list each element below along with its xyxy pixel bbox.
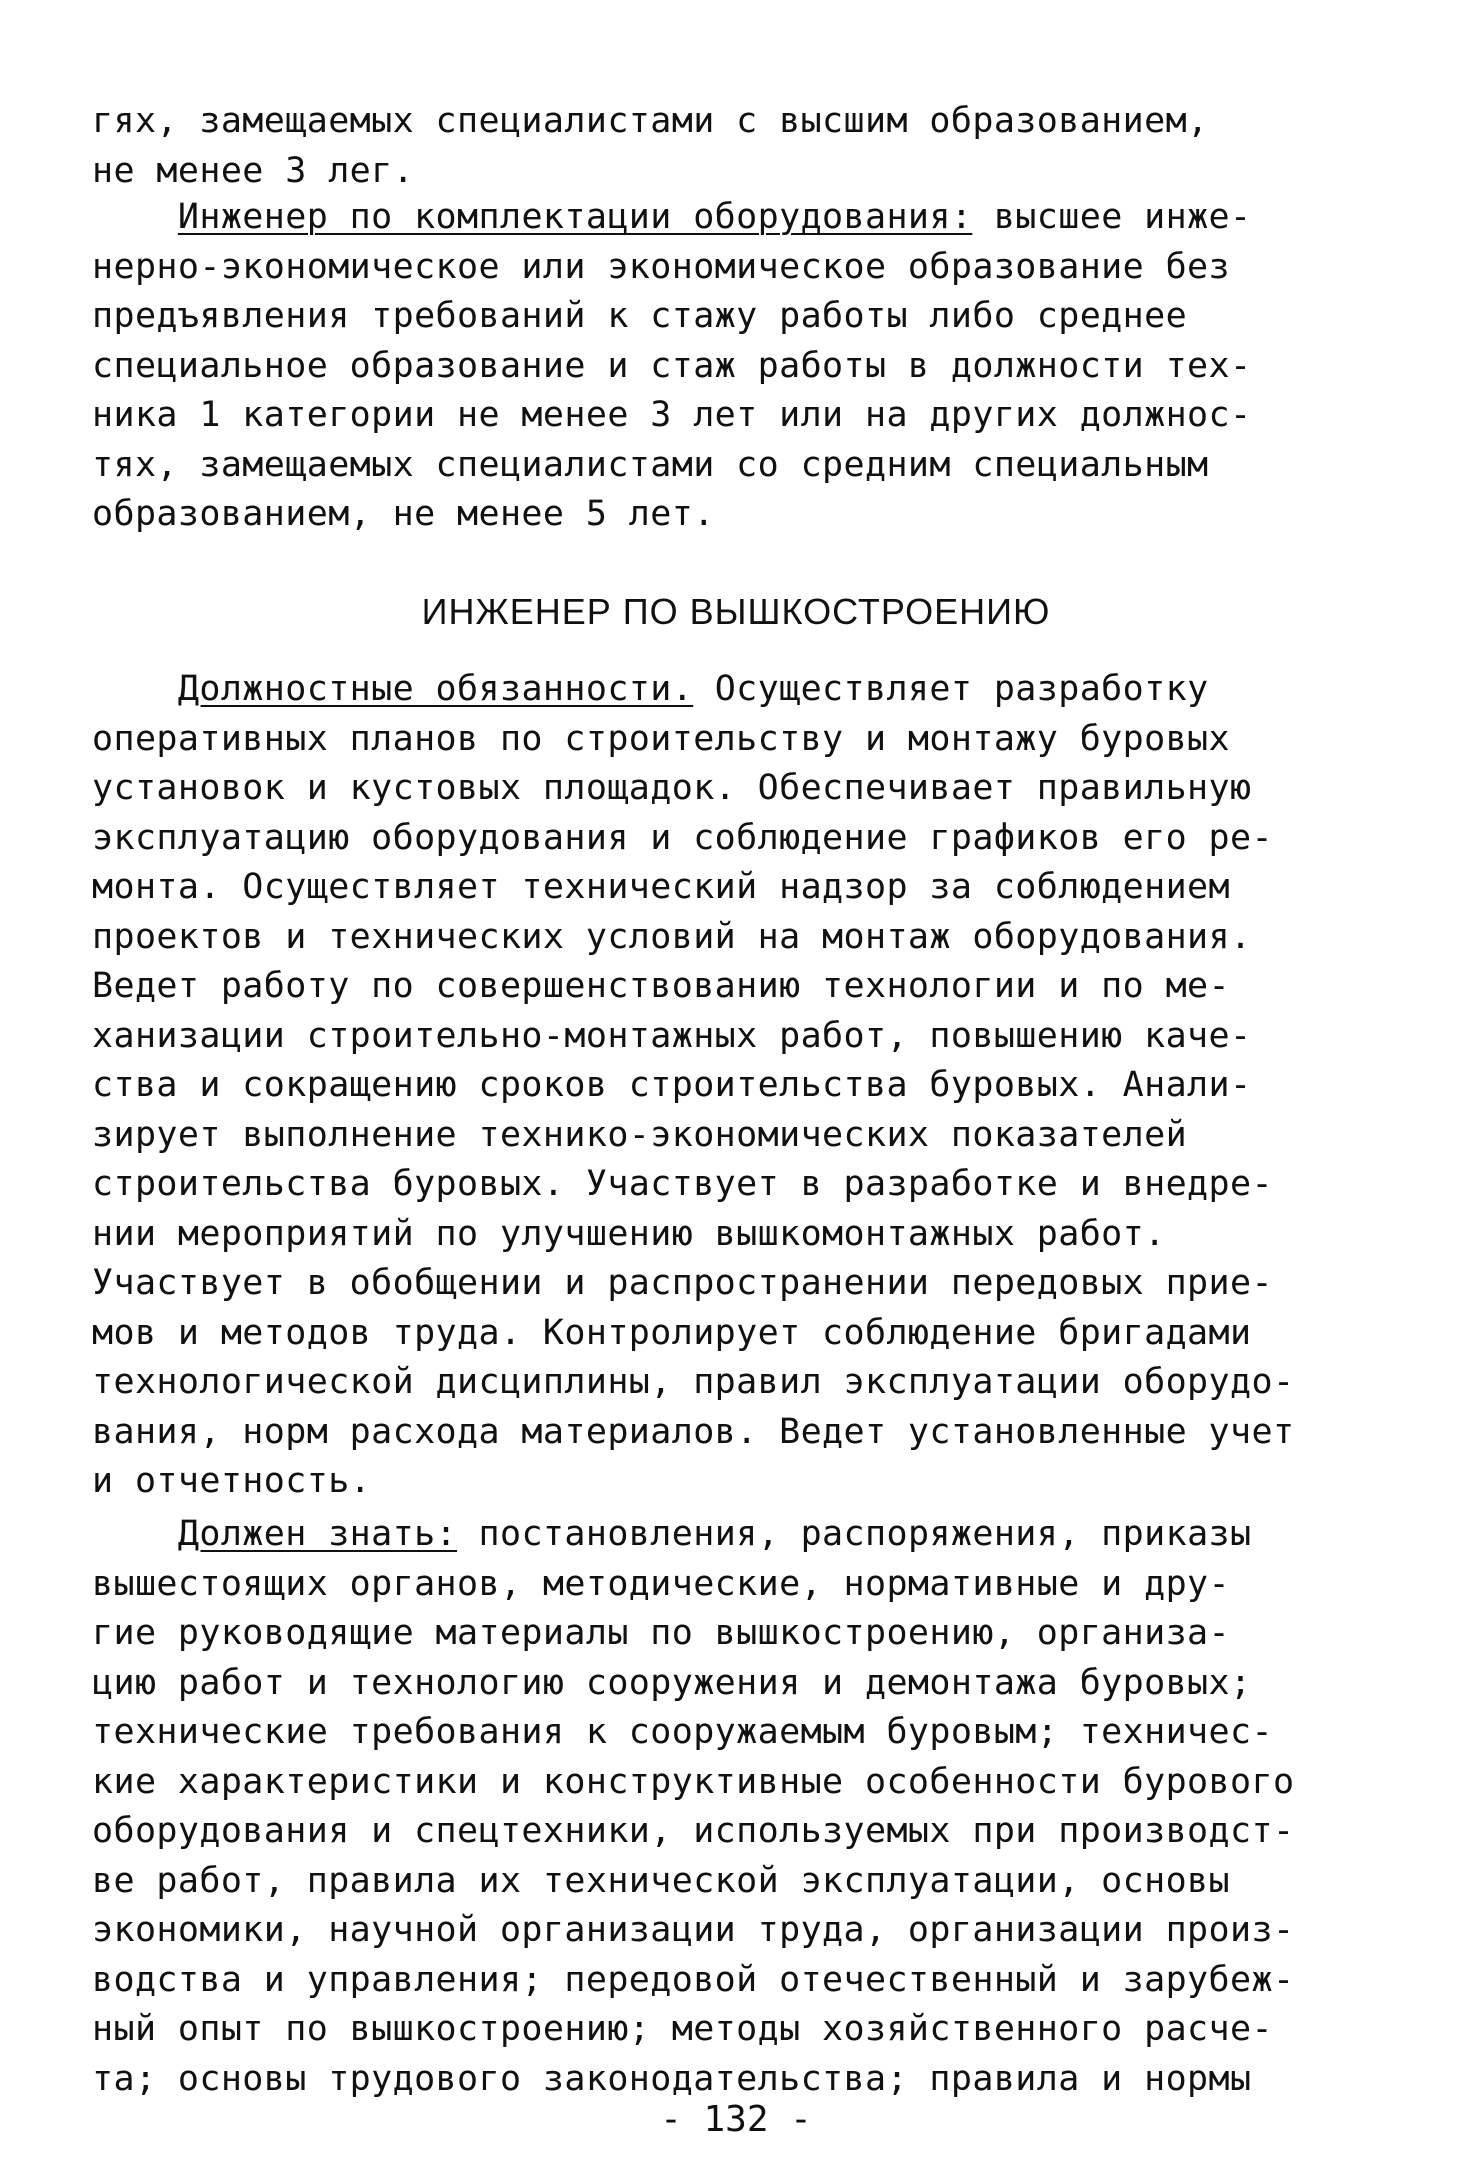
text-line: тях, замещаемых специалистами со средним специальным [92, 444, 1209, 485]
underlined-label: Должен знать: [177, 1514, 458, 1554]
text-line: оборудования и спецтехники, используемых при производст- [92, 1811, 1295, 1851]
text-line: водства и управления; передовой отечественный и зарубеж- [92, 1959, 1295, 2000]
text-line: технологической дисциплины, правил эксплуатации оборудо- [92, 1362, 1295, 1402]
text-line: строительства буровых. Участвует в разработке и внедре- [92, 1164, 1273, 1204]
text-line: ханизации строительно-монтажных работ, повышению каче- [92, 1015, 1252, 1056]
paragraph-must-know [92, 1510, 1387, 2104]
text-line: монта. Осуществляет технический надзор за соблюдением [92, 867, 1231, 907]
text-line: Должен знать: постановления, распоряжения, приказы [177, 1514, 1252, 1554]
text-line: зирует выполнение технико-экономических показателей [92, 1114, 1188, 1155]
text-line: Должностные обязанности. Осуществляет разработку [177, 669, 1209, 709]
section-title: ИНЖЕНЕР ПО ВЫШКОСТРОЕНИЮ [421, 591, 1051, 632]
text-line: ства и сокращению сроков строительства буровых. Анали- [92, 1065, 1252, 1105]
paragraph-duties [92, 665, 1387, 1507]
paragraph-engineer-equipment [92, 193, 1387, 540]
text-line: установок и кустовых площадок. Обеспечивает правильную [92, 768, 1252, 808]
text-line: Участвует в обобщении и распространении передовых прие- [92, 1263, 1273, 1303]
text-line: оперативных планов по строительству и монтажу буровых [92, 718, 1231, 759]
text-line: экономики, научной организации труда, организации произ- [92, 1910, 1295, 1950]
text-line: образованием, не менее 5 лет. [92, 494, 715, 534]
text-line: технические требования к сооружаемым буровым; техничес- [92, 1712, 1273, 1752]
text-line: вышестоящих органов, методические, нормативные и дру- [92, 1563, 1231, 1604]
text-line: кие характеристики и конструктивные особенности бурового [92, 1761, 1295, 1802]
underlined-label: Должностные обязанности. [177, 669, 694, 709]
text-line: гие руководящие материалы по вышкостроению, организа- [92, 1613, 1231, 1653]
text-line: вания, норм расхода материалов. Ведет установленные учет [92, 1411, 1295, 1452]
text-line: Ведет работу по совершенствованию технологии и по ме- [92, 966, 1231, 1006]
text-line: та; основы трудового законодательства; правила и нормы [92, 2058, 1252, 2099]
text-line: не менее 3 лег. [92, 150, 415, 191]
text-line: мов и методов труда. Контролирует соблюдение бригадами [92, 1312, 1252, 1353]
paragraph-continuation [92, 97, 1387, 196]
underlined-label: Инженер по комплектации оборудования: [177, 197, 973, 237]
page-number: - 132 - [660, 2099, 812, 2140]
text-line: эксплуатацию оборудования и соблюдение графиков его ре- [92, 817, 1273, 858]
text-line: предъявления требований к стажу работы либо среднее [92, 296, 1188, 336]
text-line: проектов и технических условий на монтаж оборудования. [92, 916, 1252, 957]
text-line: нерно-экономическое или экономическое образование без [92, 246, 1231, 287]
text-line: специальное образование и стаж работы в должности тех- [92, 345, 1252, 386]
text-line: гях, замещаемых специалистами с высшим образованием, [92, 101, 1209, 141]
text-line: ный опыт по вышкостроению; методы хозяйственного расче- [92, 2009, 1273, 2049]
text-line: цию работ и технологию сооружения и демонтажа буровых; [92, 1662, 1252, 1703]
text-line: Инженер по комплектации оборудования: высшее инже- [177, 197, 1252, 237]
text-line: нии мероприятий по улучшению вышкомонтажных работ. [92, 1213, 1166, 1254]
text-line: и отчетность. [92, 1461, 372, 1501]
text-line: ника 1 категории не менее 3 лет или на других должнос- [92, 395, 1252, 435]
text-line: ве работ, правила их технической эксплуатации, основы [92, 1860, 1231, 1901]
